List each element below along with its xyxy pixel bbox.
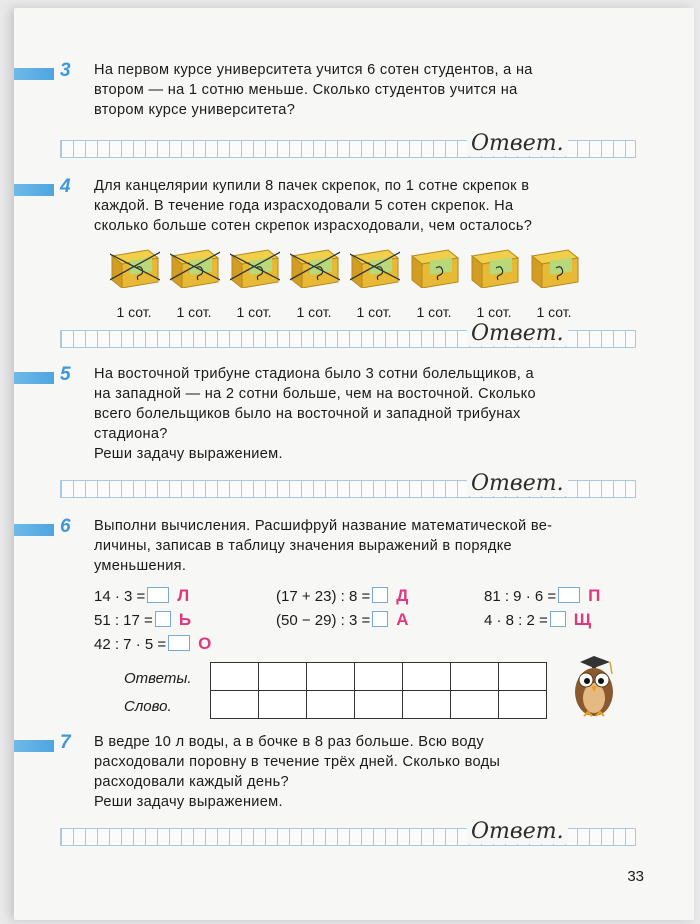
paperclip-pack-icon (470, 246, 520, 288)
text-line: сколько больше сотен скрепок израсходовали, чем осталось? (94, 218, 533, 234)
answer-box[interactable] (372, 587, 388, 603)
task-text (94, 364, 654, 464)
answer-grid[interactable] (60, 131, 636, 158)
task-marker (14, 184, 54, 196)
cipher-letter: Л (177, 586, 190, 605)
task-number: 6 (60, 516, 71, 537)
task-number: 3 (60, 60, 71, 81)
pack-label: 1 сот. (296, 304, 332, 320)
table-cell[interactable] (259, 663, 307, 691)
task-marker (14, 740, 54, 752)
expression-text: 14 · 3 = (94, 588, 146, 605)
task-text (94, 176, 654, 236)
workbook-page (14, 8, 694, 920)
cipher-letter: Д (396, 586, 409, 605)
answer-box[interactable] (168, 635, 190, 651)
table-cell[interactable] (211, 663, 259, 691)
pack-label: 1 сот. (476, 304, 512, 320)
answer-grid[interactable] (60, 321, 636, 348)
table-cell[interactable] (403, 691, 451, 719)
cipher-letter: Щ (573, 610, 592, 629)
paperclip-pack-icon (290, 246, 340, 288)
task-number: 4 (60, 176, 71, 197)
paperclip-pack-icon (350, 246, 400, 288)
task-text (94, 516, 654, 576)
answer-label: Ответ. (467, 471, 568, 496)
text-line: На первом курсе университета учится 6 сотен студентов, а на (94, 62, 533, 78)
expression-text: (17 + 23) : 8 = (276, 588, 371, 605)
expression-soft-sign (94, 610, 191, 630)
task-number: 7 (60, 732, 71, 753)
task-number: 5 (60, 364, 71, 385)
paperclip-pack-icon (230, 246, 280, 288)
table-row-label-word: Слово. (124, 698, 172, 715)
expression-text: 81 : 9 · 6 = (484, 588, 557, 605)
text-line: втором — на 1 сотню меньше. Сколько студентов учится на (94, 82, 518, 98)
table-row-label-answers: Ответы. (124, 670, 192, 687)
table-cell[interactable] (499, 663, 547, 691)
text-line: Для канцелярии купили 8 пачек скрепок, по 1 сотне скрепок в (94, 178, 530, 194)
text-line: расходовали каждый день? (94, 774, 289, 790)
answer-box[interactable] (155, 611, 171, 627)
paperclip-pack-icon (530, 246, 580, 288)
task-text (94, 60, 654, 120)
answer-box[interactable] (147, 587, 169, 603)
answer-label: Ответ. (467, 819, 568, 844)
expression-d (276, 586, 408, 606)
text-line: на западной — на 2 сотни больше, чем на восточной. Сколько (94, 386, 536, 402)
table-cell[interactable] (451, 691, 499, 719)
text-line: личины, записав в таблицу значения выражений в порядке (94, 538, 512, 554)
table-cell[interactable] (259, 691, 307, 719)
text-line: Выполни вычисления. Расшифруй название математической ве- (94, 518, 553, 534)
word-row (211, 691, 547, 719)
text-line: всего болельщиков было на восточной и западной трибунах (94, 406, 521, 422)
expression-a (276, 610, 409, 630)
text-line: стадиона? (94, 426, 168, 442)
expression-text: 4 · 8 : 2 = (484, 612, 548, 629)
table-cell[interactable] (499, 691, 547, 719)
text-line: Реши задачу выражением. (94, 794, 283, 810)
answer-grid[interactable] (60, 471, 636, 498)
table-cell[interactable] (403, 663, 451, 691)
table-cell[interactable] (307, 691, 355, 719)
text-line: В ведре 10 л воды, а в бочке в 8 раз больше. Всю воду (94, 734, 484, 750)
table-cell[interactable] (307, 663, 355, 691)
table-cell[interactable] (211, 691, 259, 719)
answers-row (211, 663, 547, 691)
task-marker (14, 68, 54, 80)
pack-label: 1 сот. (356, 304, 392, 320)
text-line: втором курсе университета? (94, 102, 296, 118)
answer-label: Ответ. (467, 131, 568, 156)
text-line: Реши задачу выражением. (94, 446, 283, 462)
pack-label: 1 сот. (116, 304, 152, 320)
text-line: каждой. В течение года израсходовали 5 сотен скрепок. На (94, 198, 514, 214)
page-number: 33 (627, 868, 644, 885)
answer-box[interactable] (372, 611, 388, 627)
cipher-letter: А (396, 610, 409, 629)
cipher-letter: О (198, 634, 212, 653)
pack-label: 1 сот. (176, 304, 212, 320)
expression-text: 42 : 7 · 5 = (94, 636, 167, 653)
cipher-letter: П (588, 586, 601, 605)
cipher-letter: Ь (178, 610, 192, 629)
expression-o (94, 634, 211, 654)
answer-grid[interactable] (60, 819, 636, 846)
expression-text: 51 : 17 = (94, 612, 153, 629)
paperclip-pack-icon (110, 246, 160, 288)
table-cell[interactable] (451, 663, 499, 691)
answer-box[interactable] (558, 587, 580, 603)
paperclip-pack-icon (170, 246, 220, 288)
expression-text: (50 − 29) : 3 = (276, 612, 371, 629)
task-marker (14, 372, 54, 384)
text-line: расходовали поровну в течение трёх дней. Сколько воды (94, 754, 501, 770)
pack-label: 1 сот. (536, 304, 572, 320)
pack-label: 1 сот. (236, 304, 272, 320)
answer-box[interactable] (550, 611, 566, 627)
text-line: уменьшения. (94, 558, 187, 574)
task-text (94, 732, 654, 812)
paperclip-pack-icon (410, 246, 460, 288)
cipher-table (210, 662, 547, 719)
answer-label: Ответ. (467, 321, 568, 346)
table-cell[interactable] (355, 691, 403, 719)
text-line: На восточной трибуне стадиона было 3 сотни болельщиков, а (94, 366, 534, 382)
pack-label: 1 сот. (416, 304, 452, 320)
expression-p (484, 586, 600, 606)
task-marker (14, 524, 54, 536)
table-cell[interactable] (355, 663, 403, 691)
expression-shch (484, 610, 591, 630)
expression-l (94, 586, 189, 606)
owl-icon (566, 654, 622, 720)
